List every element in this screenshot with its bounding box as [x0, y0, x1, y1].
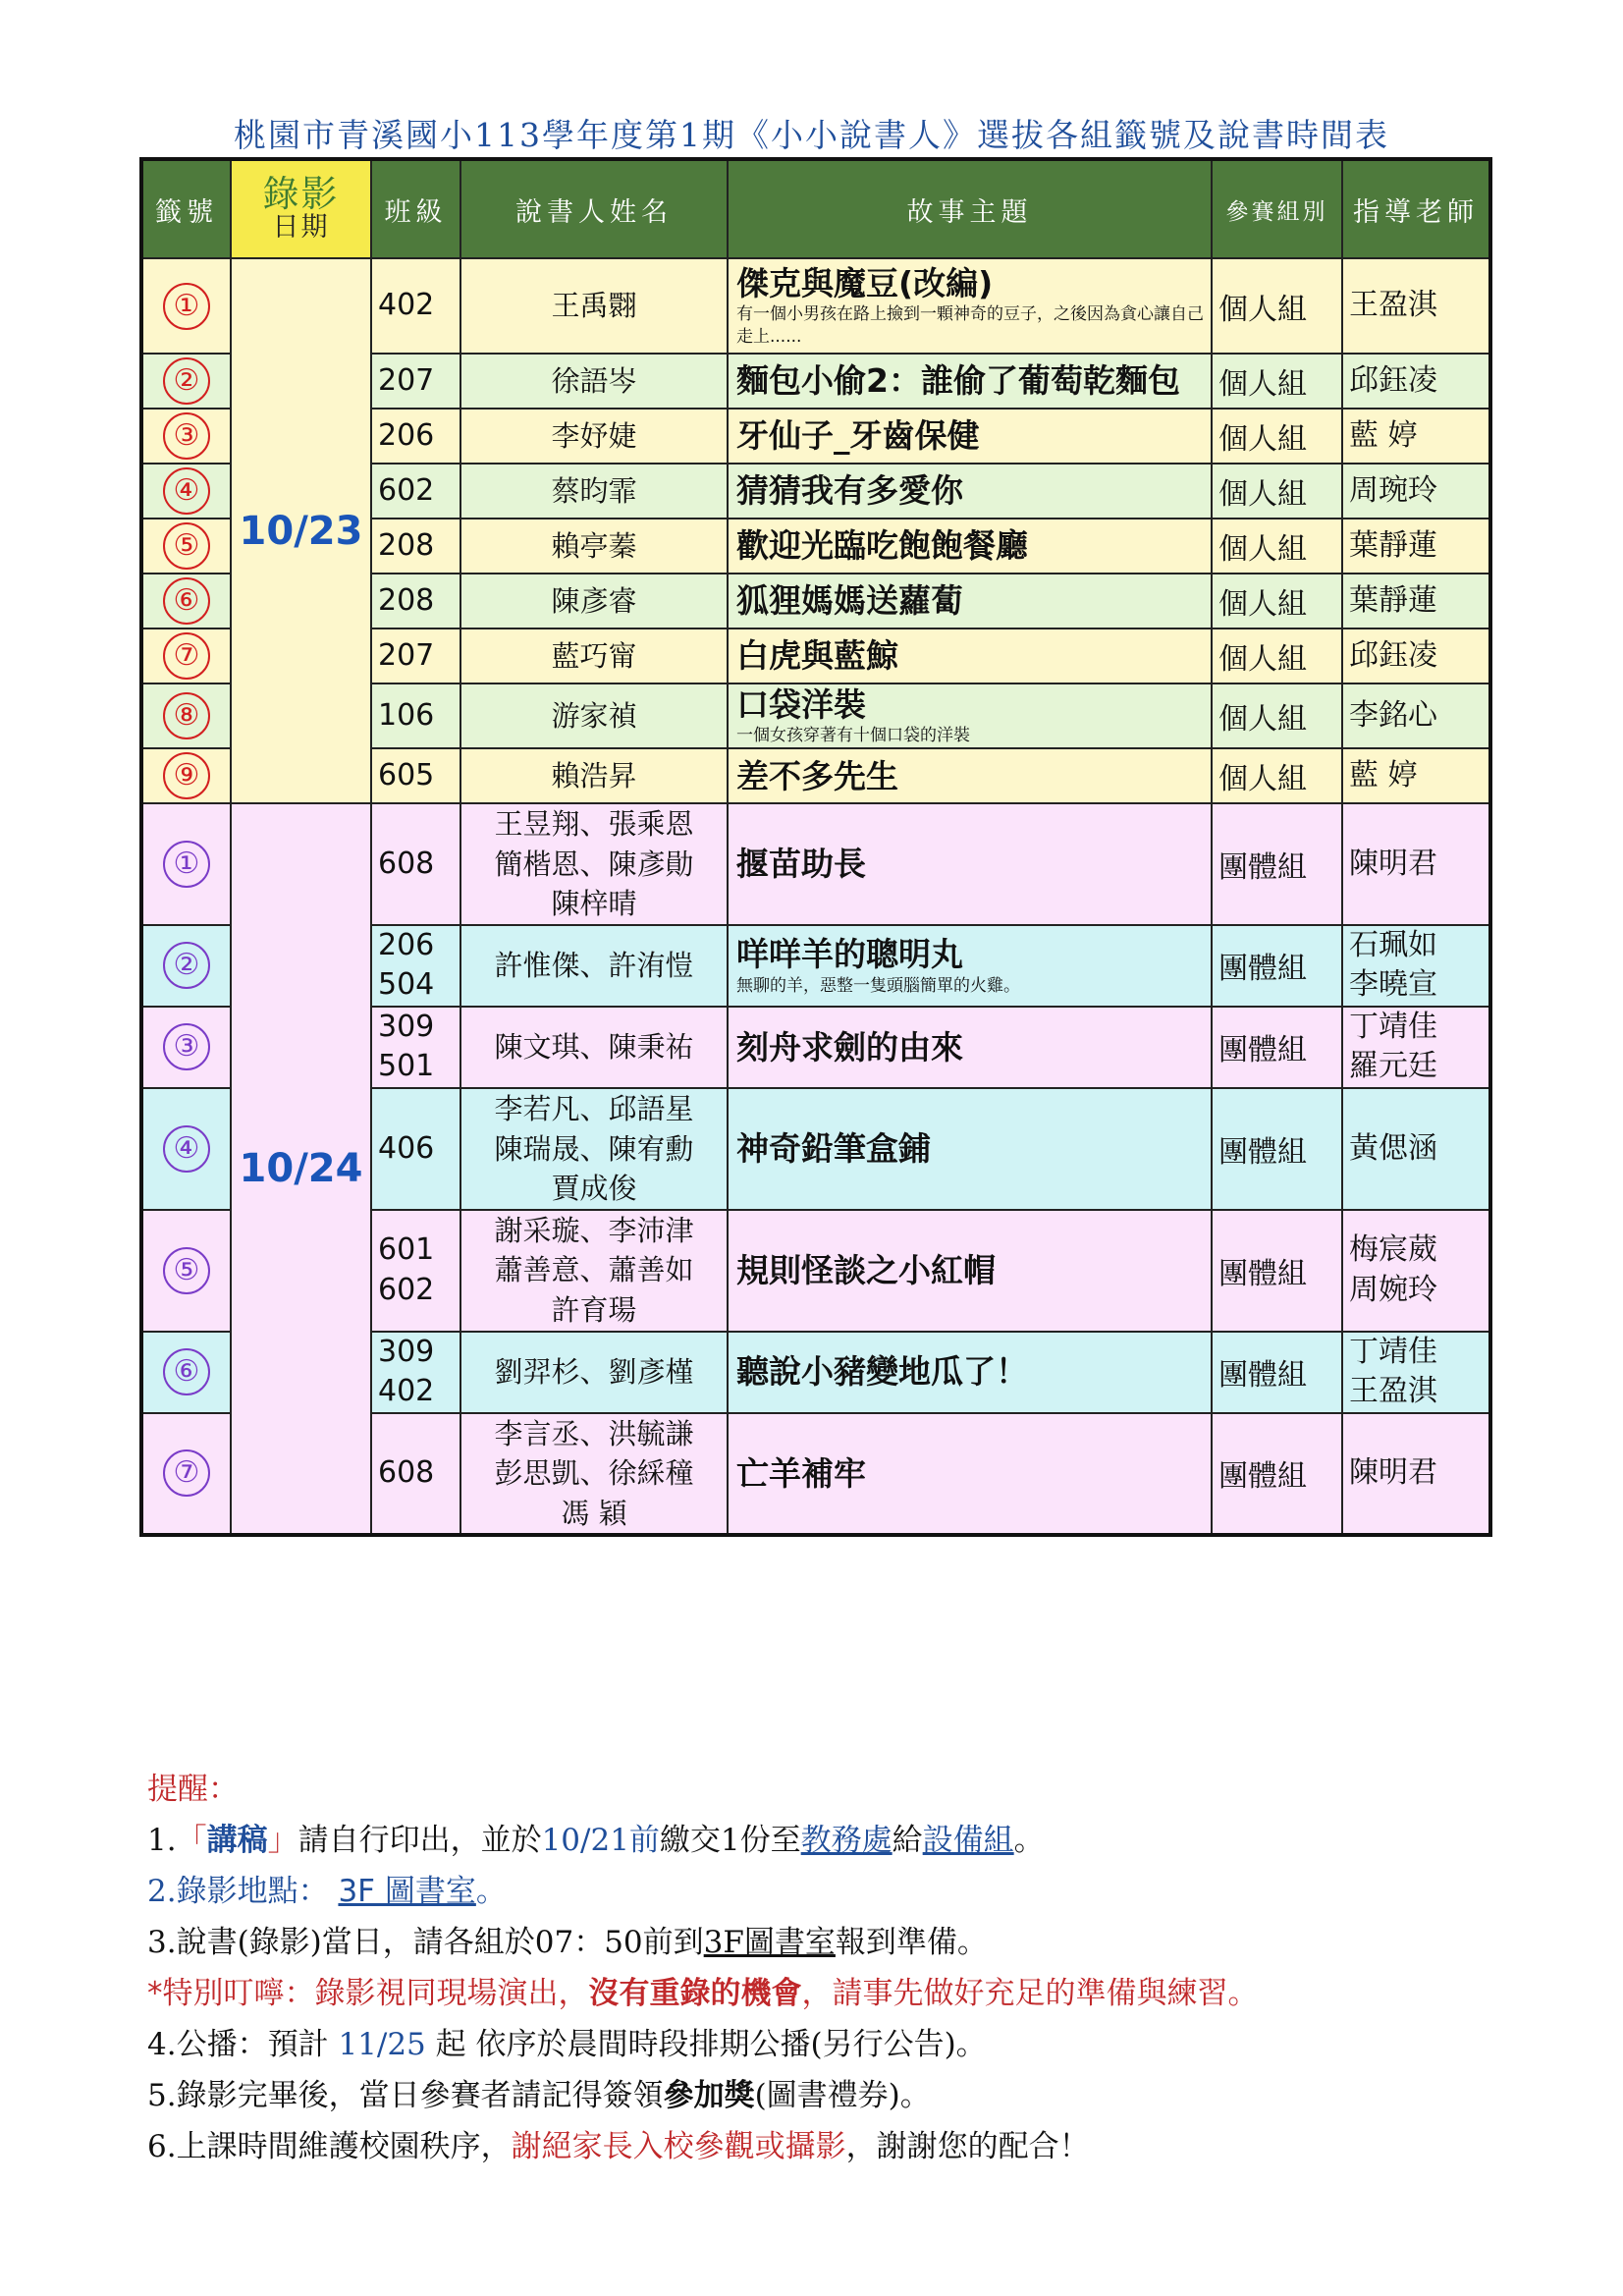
page-title: 桃園市青溪國小113學年度第1期《小小說書人》選拔各組籤號及說書時間表: [234, 116, 1389, 154]
group-cell: 個人組: [1212, 409, 1342, 464]
reminder-2-text: 2.錄影地點：: [147, 1874, 329, 1909]
lot-circle: ③: [163, 1023, 210, 1070]
class-cell: [371, 925, 460, 1007]
teacher-cell: [1342, 925, 1490, 1007]
lot-circle: ③: [163, 412, 210, 460]
lot-circle: ①: [163, 283, 210, 330]
story-title: 亡羊補牢: [736, 1453, 866, 1493]
class-line: 601: [378, 1232, 435, 1268]
group-cell: 團體組: [1212, 1007, 1342, 1088]
storyteller-name: 陳彥睿: [460, 574, 728, 629]
table-row: [141, 803, 1490, 925]
reminder-special: [147, 1968, 1522, 2019]
class-cell: 106: [371, 683, 460, 748]
teacher-cell: [1342, 1210, 1490, 1332]
lot-number: [141, 1332, 231, 1413]
class-cell: 208: [371, 574, 460, 629]
storyteller-line: 簡楷恩、陳彥勛: [494, 847, 694, 881]
teacher-line: 王盈淇: [1349, 1374, 1437, 1409]
lot-number: [141, 519, 231, 574]
story-cell: [728, 629, 1212, 683]
storyteller-line: 陳梓晴: [551, 887, 637, 921]
class-cell: [371, 1413, 460, 1536]
lot-circle: ②: [163, 942, 210, 989]
header-class: 班級: [371, 159, 460, 258]
story-title: 牙仙子_牙齒保健: [736, 416, 980, 456]
group-cell: 個人組: [1212, 683, 1342, 748]
lot-circle: ⑥: [163, 1348, 210, 1395]
reminder-1-close-quote: 」: [267, 1823, 298, 1858]
group-cell: 個人組: [1212, 258, 1342, 354]
header-name: 說書人姓名: [460, 159, 728, 258]
reminder-1-text2: 繳交1份至: [659, 1823, 801, 1858]
story-cell: [728, 1413, 1212, 1536]
reminder-3-location: 3F圖書室: [703, 1925, 836, 1960]
reminder-1: [147, 1815, 1522, 1866]
storyteller-line: 許惟傑、許洧愷: [494, 949, 694, 983]
class-cell: 207: [371, 629, 460, 683]
reminder-6-text: 6.上課時間維護校園秩序，: [147, 2129, 512, 2164]
lot-number: [141, 354, 231, 409]
lot-circle: ④: [163, 1125, 210, 1173]
story-cell: [728, 574, 1212, 629]
class-line: 206: [378, 927, 435, 962]
class-cell: 605: [371, 748, 460, 803]
teacher-cell: 周琬玲: [1342, 464, 1490, 519]
storyteller-line: 王昱翔、張乘恩: [494, 807, 694, 842]
class-cell: [371, 1088, 460, 1210]
story-title: 聽說小豬變地瓜了！: [736, 1352, 1028, 1392]
storyteller-names: [460, 1413, 728, 1536]
reminder-5-text: 5.錄影完畢後，當日參賽者請記得簽領: [147, 2078, 664, 2113]
group-cell: 個人組: [1212, 574, 1342, 629]
storyteller-line: 陳瑞晟、陳宥勳: [494, 1131, 694, 1166]
story-title: 揠苗助長: [736, 845, 866, 884]
reminder-1-end: 。: [1013, 1823, 1045, 1858]
lot-number: [141, 925, 231, 1007]
story-cell: [728, 1210, 1212, 1332]
group-cell: 團體組: [1212, 925, 1342, 1007]
story-summary: 有一個小男孩在路上撿到一顆神奇的豆子，之後因為貪心讓自己走上......: [736, 304, 1204, 348]
storyteller-names: [460, 925, 728, 1007]
lot-circle: ②: [163, 357, 210, 405]
story-cell: [728, 409, 1212, 464]
lot-number: [141, 748, 231, 803]
reminder-2: [147, 1866, 1522, 1917]
class-cell: 207: [371, 354, 460, 409]
recording-date: 10/24: [231, 803, 371, 1535]
schedule-table: [139, 157, 1492, 1537]
reminder-special-bold: 沒有重錄的機會: [588, 1976, 802, 2011]
group-cell: 個人組: [1212, 464, 1342, 519]
class-line: 608: [378, 1455, 435, 1491]
story-title: 傑克與魔豆(改編): [736, 263, 994, 302]
storyteller-line: 許育瑒: [551, 1292, 637, 1327]
storyteller-names: [460, 1007, 728, 1088]
storyteller-name: 王禹翾: [460, 258, 728, 354]
storyteller-line: 賈成俊: [551, 1172, 637, 1206]
teacher-cell: [1342, 803, 1490, 925]
group-cell: 個人組: [1212, 748, 1342, 803]
reminder-4: [147, 2019, 1522, 2070]
teacher-line: 羅元廷: [1349, 1049, 1437, 1084]
lot-number: [141, 803, 231, 925]
storyteller-line: 馮 穎: [561, 1496, 627, 1530]
storyteller-line: 李若凡、邱語星: [494, 1091, 694, 1125]
reminder-4-end: 起 依序於晨間時段排期公播(另行公告)。: [425, 2027, 987, 2062]
lot-circle: ⑦: [163, 632, 210, 680]
teacher-line: 陳明君: [1349, 846, 1437, 881]
header-lot: 籤號: [141, 159, 231, 258]
teacher-cell: [1342, 1332, 1490, 1413]
story-cell: [728, 464, 1212, 519]
group-cell: 個人組: [1212, 354, 1342, 409]
storyteller-line: 蕭善意、蕭善如: [494, 1253, 694, 1287]
reminder-special-text: *特別叮嚀：錄影視同現場演出，: [147, 1976, 589, 2011]
reminder-2-location: 3F 圖書室: [338, 1874, 476, 1909]
class-cell: 402: [371, 258, 460, 354]
group-cell: 團體組: [1212, 1210, 1342, 1332]
class-line: 309: [378, 1334, 435, 1369]
story-summary: 無聊的羊，惡整一隻頭腦簡單的火雞。: [736, 975, 1020, 996]
class-cell: [371, 1007, 460, 1088]
lot-number: [141, 1088, 231, 1210]
lot-number: [141, 683, 231, 748]
storyteller-name: 賴亭蓁: [460, 519, 728, 574]
lot-number: [141, 258, 231, 354]
header-date-line2: 日期: [272, 212, 330, 244]
header-story: 故事主題: [728, 159, 1212, 258]
class-line: 608: [378, 846, 435, 881]
storyteller-name: 徐語岑: [460, 354, 728, 409]
class-cell: 206: [371, 409, 460, 464]
reminder-4-text: 4.公播：預計: [147, 2027, 339, 2062]
storyteller-name: 蔡昀霏: [460, 464, 728, 519]
reminder-6: [147, 2121, 1522, 2172]
lot-circle: ⑥: [163, 577, 210, 625]
group-cell: 團體組: [1212, 1413, 1342, 1536]
storyteller-names: [460, 803, 728, 925]
teacher-line: 李曉宣: [1349, 967, 1437, 1003]
storyteller-name: 賴浩昇: [460, 748, 728, 803]
group-cell: 個人組: [1212, 519, 1342, 574]
storyteller-line: 陳文琪、陳秉祐: [494, 1030, 694, 1065]
reminder-1-script: 講稿: [206, 1823, 268, 1858]
lot-number: [141, 629, 231, 683]
reminder-5-prize: 參加獎: [663, 2078, 755, 2113]
lot-number: [141, 1413, 231, 1536]
story-cell: [728, 1088, 1212, 1210]
group-cell: 團體組: [1212, 1088, 1342, 1210]
storyteller-name: 游家禎: [460, 683, 728, 748]
teacher-cell: [1342, 1413, 1490, 1536]
class-line: 309: [378, 1009, 435, 1044]
reminder-1-open-quote: 「: [176, 1823, 207, 1858]
class-line: 602: [378, 1272, 435, 1307]
lot-number: [141, 1007, 231, 1088]
reminder-heading: 提醒：: [147, 1772, 239, 1807]
story-title: 麵包小偷2：誰偷了葡萄乾麵包: [736, 361, 1180, 401]
lot-circle: ⑤: [163, 1247, 210, 1294]
teacher-cell: 藍 婷: [1342, 409, 1490, 464]
group-cell: 團體組: [1212, 1332, 1342, 1413]
lot-number: [141, 409, 231, 464]
reminder-1-text: 請自行印出，並於: [298, 1823, 542, 1858]
recording-date: 10/23: [231, 258, 371, 803]
teacher-line: 黃偲涵: [1349, 1130, 1437, 1166]
storyteller-line: 李言丞、洪毓謙: [494, 1416, 694, 1450]
teacher-cell: 葉靜蓮: [1342, 519, 1490, 574]
lot-circle: ⑤: [163, 522, 210, 570]
story-cell: [728, 748, 1212, 803]
class-cell: [371, 803, 460, 925]
story-title: 狐狸媽媽送蘿蔔: [736, 581, 963, 621]
reminder-1-to: 給: [892, 1823, 923, 1858]
story-title: 咩咩羊的聰明丸: [736, 935, 963, 974]
teacher-cell: 邱鈺凌: [1342, 354, 1490, 409]
schedule-body: [141, 258, 1490, 1535]
header-row: [141, 159, 1490, 258]
story-title: 猜猜我有多愛你: [736, 471, 963, 511]
teacher-line: 丁靖佳: [1349, 1334, 1437, 1369]
story-cell: [728, 925, 1212, 1007]
teacher-cell: [1342, 1088, 1490, 1210]
reminder-3-end: 報到準備。: [835, 1925, 988, 1960]
storyteller-names: [460, 1088, 728, 1210]
teacher-cell: 藍 婷: [1342, 748, 1490, 803]
reminder-special-end: ，請事先做好充足的準備與練習。: [801, 1976, 1259, 2011]
reminder-1-office: 教務處: [800, 1823, 893, 1858]
header-date-line1: 錄影: [262, 173, 340, 216]
lot-circle: ④: [163, 467, 210, 515]
reminder-3-text: 3.說書(錄影)當日，請各組於07：50前到: [147, 1925, 704, 1960]
storyteller-line: 彭思凱、徐綵穜: [494, 1456, 694, 1491]
storyteller-line: 劉羿杉、劉彥槿: [494, 1354, 694, 1389]
teacher-line: 丁靖佳: [1349, 1009, 1437, 1044]
story-cell: [728, 1332, 1212, 1413]
story-summary: 一個女孩穿著有十個口袋的洋裝: [736, 726, 970, 746]
teacher-line: 陳明君: [1349, 1455, 1437, 1491]
class-cell: [371, 1210, 460, 1332]
story-title: 差不多先生: [736, 756, 898, 795]
class-cell: [371, 1332, 460, 1413]
story-title: 刻舟求劍的由來: [736, 1027, 963, 1066]
class-cell: 602: [371, 464, 460, 519]
reminder-5: [147, 2070, 1522, 2121]
story-title: 歡迎光臨吃飽飽餐廳: [736, 526, 1028, 566]
teacher-line: 石珮如: [1349, 927, 1437, 962]
class-line: 402: [378, 1374, 435, 1409]
story-cell: [728, 1007, 1212, 1088]
teacher-cell: 李銘心: [1342, 683, 1490, 748]
lot-circle: ⑦: [163, 1449, 210, 1497]
reminder-notes: [147, 1764, 1522, 2172]
reminder-5-end: (圖書禮券)。: [754, 2078, 931, 2113]
lot-circle: ⑨: [163, 752, 210, 799]
class-line: 406: [378, 1130, 435, 1166]
teacher-cell: 葉靜蓮: [1342, 574, 1490, 629]
reminder-1-deadline: 10/21前: [541, 1823, 660, 1858]
reminder-4-date: 11/25: [338, 2027, 426, 2062]
story-cell: [728, 803, 1212, 925]
group-cell: 個人組: [1212, 629, 1342, 683]
lot-number: [141, 1210, 231, 1332]
story-title: 白虎與藍鯨: [736, 636, 898, 676]
header-group: 參賽組別: [1212, 159, 1342, 258]
reminder-6-warning: 謝絕家長入校參觀或攝影: [511, 2129, 846, 2164]
group-cell: 團體組: [1212, 803, 1342, 925]
class-line: 501: [378, 1049, 435, 1084]
story-cell: [728, 683, 1212, 748]
teacher-cell: 王盈淇: [1342, 258, 1490, 354]
reminder-2-end: 。: [475, 1874, 507, 1909]
header-teacher: 指導老師: [1342, 159, 1490, 258]
teacher-cell: [1342, 1007, 1490, 1088]
reminder-6-end: ，謝謝您的配合！: [845, 2129, 1090, 2164]
teacher-line: 周婉玲: [1349, 1272, 1437, 1307]
story-cell: [728, 258, 1212, 354]
reminder-1-num: 1.: [147, 1823, 177, 1858]
storyteller-line: 謝采璇、李沛津: [494, 1213, 694, 1247]
lot-circle: ⑧: [163, 692, 210, 739]
story-title: 規則怪談之小紅帽: [736, 1251, 996, 1290]
story-title: 神奇鉛筆盒鋪: [736, 1129, 931, 1169]
storyteller-names: [460, 1332, 728, 1413]
reminder-1-equipment: 設備組: [922, 1823, 1014, 1858]
story-cell: [728, 519, 1212, 574]
story-title: 口袋洋裝: [736, 685, 866, 724]
class-cell: 208: [371, 519, 460, 574]
teacher-cell: 邱鈺凌: [1342, 629, 1490, 683]
reminder-3: [147, 1917, 1522, 1968]
teacher-line: 梅宸葳: [1349, 1232, 1437, 1268]
lot-number: [141, 574, 231, 629]
storyteller-names: [460, 1210, 728, 1332]
lot-circle: ①: [163, 841, 210, 888]
class-line: 504: [378, 967, 435, 1003]
table-row: [141, 258, 1490, 354]
lot-number: [141, 464, 231, 519]
storyteller-name: 李妤婕: [460, 409, 728, 464]
story-cell: [728, 354, 1212, 409]
storyteller-name: 藍巧甯: [460, 629, 728, 683]
header-date: [231, 159, 371, 258]
